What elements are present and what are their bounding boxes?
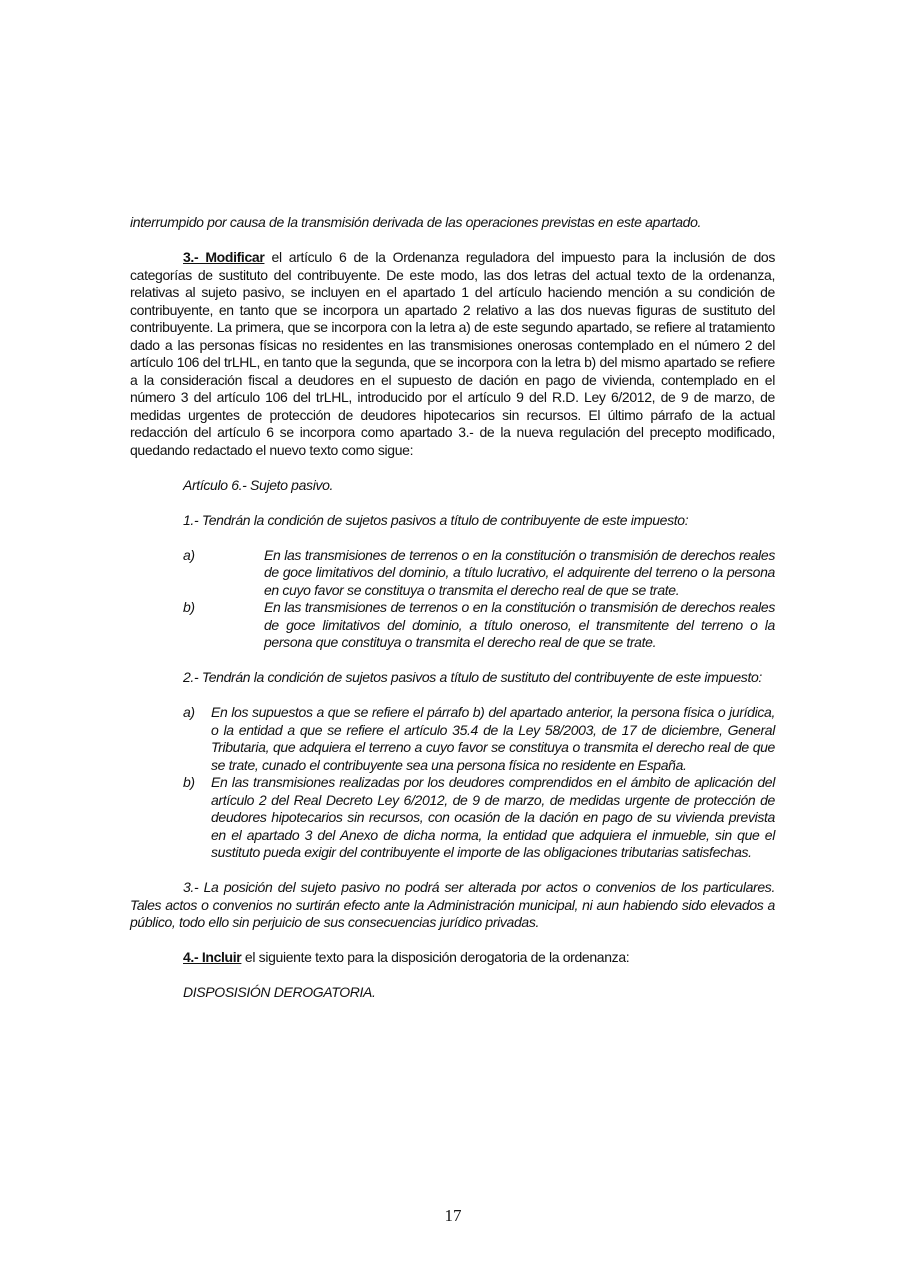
document-page	[130, 214, 775, 1002]
paragraph-continuation: interrumpido por causa de la transmisión derivada de las operaciones previstas en este apartado.	[130, 214, 702, 230]
item-text: En las transmisiones de terrenos o en la constitución o transmisión de derechos reales de goce limitativos del dominio, a título lucrativo, el adquirente del terreno o la persona en cuyo favor se constituya o transmita el derecho real de que se trate.	[264, 546, 775, 598]
clause-2-item-b	[130, 774, 775, 862]
article-clause-2: 2.- Tendrán la condición de sujetos pasivos a título de sustituto del contribuyente de este impuesto:	[183, 669, 762, 685]
item-label: a)	[183, 546, 195, 563]
clause-1-item-b	[130, 599, 775, 652]
article-clause-3: 3.- La posición del sujeto pasivo no podrá ser alterada por actos o convenios de los particulares. Tales actos o convenios no surtirán efecto ante la Administración municipal, ni aun habiendo sido elevados a público, todo ello sin perjuicio de sus consecuencias jurídico privadas.	[130, 879, 775, 930]
section-3-text: el artículo 6 de la Ordenanza reguladora del impuesto para la inclusión de dos categorías de sustituto del contribuyente. De este modo, las dos letras del actual texto de la ordenanza, relativas al sujeto pasivo, se incluyen en el apartado 1 del artículo haciendo mención a su condición de contribuyente, en tanto que se incorpora un apartado 2 relativo a las dos nuevas figuras de sustituto del contribuyente. La primera, que se incorpora con la letra a) de este segundo apartado, se refiere al tratamiento dado a las personas físicas no residentes en las transmisiones onerosas contemplado en el número 2 del artículo 106 del trLHL, en tanto que la segunda, que se incorpora con la letra b) del mismo apartado se refiere a la consideración fiscal a deudores en el supuesto de dación en pago de vivienda, contemplado en el número 3 del artículo 106 del trLHL, introducido por el artículo 9 del R.D. Ley 6/2012, de 9 de marzo, de medidas urgentes de protección de deudores hipotecarios sin recursos. El último párrafo de la actual redacción del artículo 6 se incorpora como apartado 3.- de la nueva regulación del precepto modificado, quedando redactado el nuevo texto como sigue:	[130, 249, 775, 458]
article-title: Artículo 6.- Sujeto pasivo.	[183, 476, 334, 493]
item-label: b)	[183, 774, 195, 790]
article-clause-1: 1.- Tendrán la condición de sujetos pasivos a título de contribuyente de este impuesto:	[183, 511, 689, 528]
clause-1-item-a	[130, 547, 775, 600]
item-text: En las transmisiones de terrenos o en la constitución o transmisión de derechos reales de goce limitativos del dominio, a título oneroso, el transmitente del terreno o la persona que constituya o transmita el derecho real de que se trate.	[264, 599, 775, 650]
item-label: b)	[183, 599, 195, 615]
section-4-text: el siguiente texto para la disposición derogatoria de la ordenanza:	[241, 949, 630, 965]
section-3-paragraph	[130, 249, 775, 459]
item-label: a)	[183, 704, 195, 720]
item-text: En las transmisiones realizadas por los deudores comprendidos en el ámbito de aplicación del artículo 2 del Real Decreto Ley 6/2012, de 9 de marzo, de medidas urgente de protección de deudores hipotecarios sin recursos, con ocasión de la dación en pago de su vivienda prevista en el apartado 3 del Anexo de dicha norma, la entidad que adquiera el inmueble, sin que el sustituto pueda exigir del contribuyente el importe de las obligaciones tributarias satisfechas.	[211, 774, 775, 860]
section-4-paragraph	[130, 949, 775, 967]
page-number: 17	[444, 1206, 462, 1225]
section-3-heading: 3.- Modificar	[183, 249, 265, 265]
section-4-heading: 4.- Incluir	[183, 949, 242, 965]
disposicion-title: DISPOSISIÓN DEROGATORIA.	[183, 984, 376, 1000]
clause-2-item-a	[130, 704, 775, 774]
item-text: En los supuestos a que se refiere el párrafo b) del apartado anterior, la persona física o jurídica, o la entidad a que se refiere el artículo 35.4 de la Ley 58/2003, de 17 de diciembre, General Tributaria, que adquiera el terreno a cuyo favor se constituya o transmita el derecho real de que se trate, cunado el contribuyente sea una persona física no residente en España.	[211, 704, 775, 773]
